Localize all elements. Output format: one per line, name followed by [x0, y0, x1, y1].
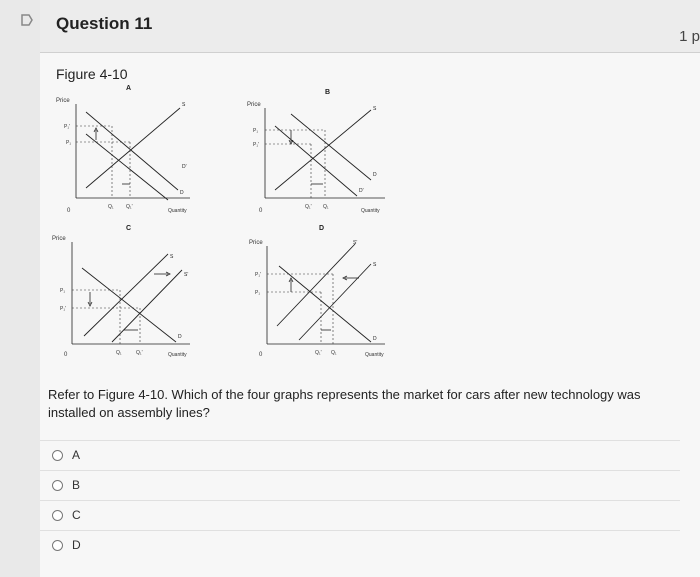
panel-c-x-axis: Quantity — [168, 352, 187, 358]
panel-d-supply-shift — [277, 244, 355, 326]
panel-a-dprime-label: D' — [182, 164, 187, 170]
panel-c-supply-shift — [112, 270, 182, 342]
panel-a-letter: A — [126, 85, 132, 92]
panel-c-demand — [82, 268, 176, 342]
panel-a-q1: Q₁ — [108, 204, 114, 210]
panel-d-p1prime: P₁' — [255, 272, 261, 278]
option-label: D — [72, 538, 81, 552]
option-c[interactable] — [40, 500, 680, 529]
panel-b-s-label: S — [373, 106, 377, 112]
panel-a-p1prime: P₁' — [64, 124, 70, 130]
panel-b — [247, 89, 385, 214]
panel-c-sprime-label: S' — [184, 272, 189, 278]
panel-a-supply — [86, 108, 180, 188]
points-label: 1 p — [679, 28, 700, 45]
panel-a-origin: 0 — [67, 208, 71, 214]
option-b[interactable] — [40, 470, 680, 499]
figure-label: Figure 4-10 — [56, 66, 128, 82]
option-label: B — [72, 478, 81, 492]
panel-b-x-axis: Quantity — [361, 208, 380, 214]
panel-a-p1: P₁ — [66, 140, 72, 146]
panel-d-sprime-label: S' — [353, 240, 358, 246]
panel-b-demand-shift — [275, 126, 357, 196]
panel-c-q1: Q₁ — [116, 350, 122, 356]
option-a[interactable] — [40, 440, 680, 469]
flag-icon[interactable] — [20, 13, 34, 27]
panel-a-q1prime: Q₁' — [126, 204, 133, 210]
panel-a-s-label: S — [182, 102, 186, 108]
panel-d-x-axis: Quantity — [365, 352, 384, 358]
question-card — [40, 0, 700, 577]
panel-c — [52, 225, 190, 358]
panel-b-q1: Q₁ — [323, 204, 329, 210]
question-title: Question 11 — [56, 14, 153, 33]
panel-a-demand — [86, 112, 178, 190]
panel-c-origin: 0 — [64, 352, 68, 358]
panel-d-s-label: S — [373, 262, 377, 268]
panel-b-supply — [275, 110, 371, 190]
panel-b-q1prime: Q₁' — [305, 204, 312, 210]
panel-d-origin: 0 — [259, 352, 263, 358]
radio-icon[interactable] — [52, 510, 63, 521]
question-prompt: Refer to Figure 4-10. Which of the four graphs represents the market for cars after new technology was installed on assembly lines? — [48, 387, 641, 420]
panel-b-d-label: D — [373, 172, 377, 178]
panel-d-q1prime: Q₁' — [315, 350, 322, 356]
panel-d-y-axis: Price — [249, 240, 263, 246]
option-label: A — [72, 448, 81, 462]
panel-c-q1prime: Q₁' — [136, 350, 143, 356]
panel-c-y-axis: Price — [52, 236, 66, 242]
panel-b-p1prime: P₁' — [253, 142, 259, 148]
radio-icon[interactable] — [52, 540, 63, 551]
option-d[interactable] — [40, 530, 680, 559]
panel-a-y-axis: Price — [56, 98, 70, 104]
panel-d-supply — [299, 264, 371, 340]
panel-d-d-label: D — [373, 336, 377, 342]
panel-a — [56, 85, 190, 214]
radio-icon[interactable] — [52, 480, 63, 491]
panel-c-letter: C — [126, 225, 132, 232]
panel-c-s-label: S — [170, 254, 174, 260]
radio-icon[interactable] — [52, 450, 63, 461]
panel-b-y-axis: Price — [247, 102, 261, 108]
panel-d-demand — [279, 266, 371, 342]
panel-b-letter: B — [325, 89, 331, 96]
panel-d-p1: P₁ — [255, 290, 261, 296]
panel-a-x-axis: Quantity — [168, 208, 187, 214]
panel-c-supply — [84, 254, 168, 336]
panel-a-d-label: D — [180, 190, 184, 196]
panel-d-q1: Q₁ — [331, 350, 337, 356]
left-strip — [0, 0, 40, 577]
panel-c-p1prime: P₁' — [60, 306, 66, 312]
panel-b-demand — [291, 114, 371, 180]
panel-b-origin: 0 — [259, 208, 263, 214]
panel-c-d-label: D — [178, 334, 182, 340]
option-label: C — [72, 508, 81, 522]
panel-d-letter: D — [319, 225, 325, 232]
panel-a-demand-shift — [86, 134, 168, 200]
panel-b-p1: P₁ — [253, 128, 259, 134]
panel-d — [249, 225, 385, 358]
question-header — [40, 0, 700, 53]
panel-c-p1: P₁ — [60, 288, 66, 294]
panel-b-dprime-label: D' — [359, 188, 364, 194]
figure-graphs — [50, 80, 400, 370]
